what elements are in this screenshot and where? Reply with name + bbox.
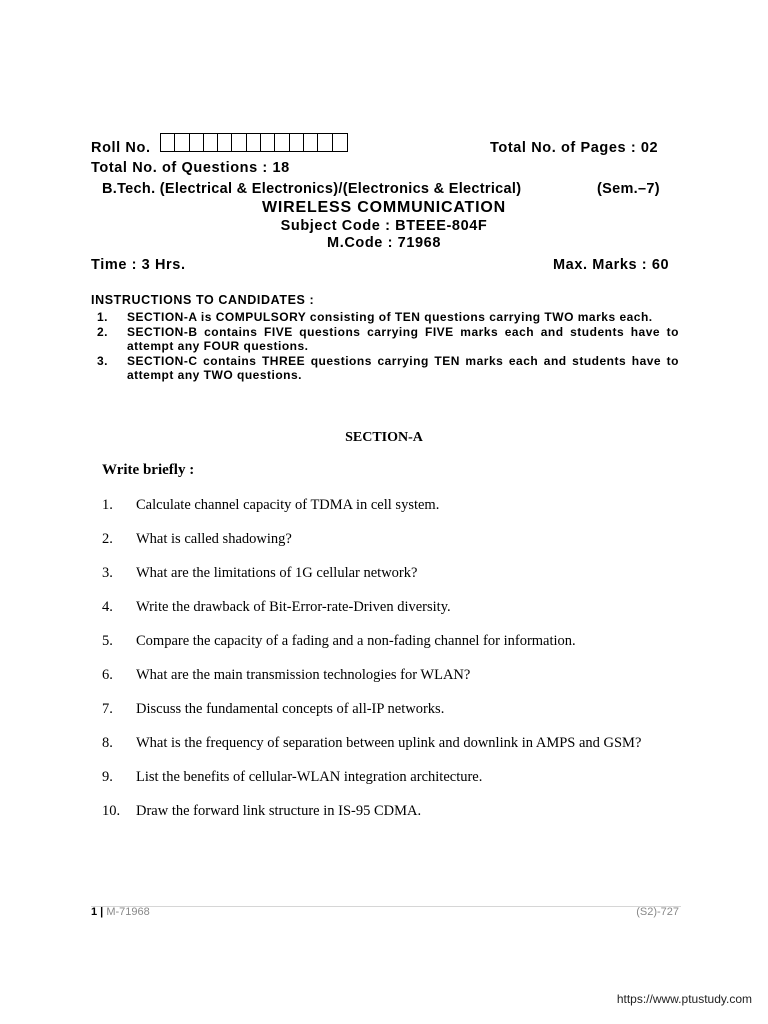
question-number: 1. bbox=[102, 497, 113, 513]
footer-page-number: 1 bbox=[91, 906, 98, 918]
question-number: 8. bbox=[102, 735, 113, 751]
question-item bbox=[102, 531, 702, 565]
roll-number-box[interactable] bbox=[247, 134, 261, 151]
question-text: Compare the capacity of a fading and a non-fading channel for information. bbox=[136, 633, 576, 649]
roll-number-boxes[interactable] bbox=[160, 133, 348, 152]
subject-code: Subject Code : BTEEE-804F bbox=[280, 218, 488, 234]
footer-paper-code: M-71968 bbox=[106, 906, 150, 918]
question-text: What are the main transmission technologies for WLAN? bbox=[136, 667, 471, 683]
roll-number-box[interactable] bbox=[204, 134, 218, 151]
question-text: What is called shadowing? bbox=[136, 531, 292, 547]
question-number: 2. bbox=[102, 531, 113, 547]
instruction-text: SECTION-A is COMPULSORY consisting of TEN questions carrying TWO marks each. bbox=[127, 310, 653, 324]
instruction-number: 2. bbox=[97, 324, 109, 339]
watermark-url: https://www.ptustudy.com bbox=[616, 992, 752, 1006]
instruction-item bbox=[91, 325, 679, 354]
question-item bbox=[102, 497, 702, 531]
footer-separator: | bbox=[97, 906, 107, 918]
instruction-number: 1. bbox=[97, 310, 109, 324]
question-number: 6. bbox=[102, 667, 113, 683]
question-number: 7. bbox=[102, 701, 113, 717]
m-code: M.Code : 71968 bbox=[327, 235, 441, 251]
course-name: B.Tech. (Electrical & Electronics)/(Electronics & Electrical) bbox=[102, 181, 522, 197]
max-marks: Max. Marks : 60 bbox=[553, 257, 670, 273]
question-item bbox=[102, 599, 702, 633]
instruction-text: SECTION-C contains THREE questions carrying TEN marks each and students have to attempt any TWO questions. bbox=[127, 353, 679, 382]
roll-number-box[interactable] bbox=[290, 134, 304, 151]
footer-right-code: (S2)-727 bbox=[636, 906, 679, 918]
roll-number-box[interactable] bbox=[304, 134, 318, 151]
question-number: 9. bbox=[102, 769, 113, 785]
question-number: 5. bbox=[102, 633, 113, 649]
total-questions: Total No. of Questions : 18 bbox=[91, 160, 290, 176]
question-text: List the benefits of cellular-WLAN integration architecture. bbox=[136, 769, 483, 785]
roll-number-box[interactable] bbox=[161, 134, 175, 151]
question-item bbox=[102, 769, 702, 803]
question-number: 3. bbox=[102, 565, 113, 581]
instructions-heading: INSTRUCTIONS TO CANDIDATES : bbox=[91, 293, 315, 307]
section-prompt: Write briefly : bbox=[102, 462, 195, 478]
roll-number-label: Roll No. bbox=[91, 140, 151, 156]
question-text: What are the limitations of 1G cellular network? bbox=[136, 565, 418, 581]
instruction-item bbox=[91, 310, 679, 325]
time-allowed: Time : 3 Hrs. bbox=[91, 257, 186, 273]
question-item bbox=[102, 667, 702, 701]
roll-number-box[interactable] bbox=[261, 134, 275, 151]
question-text: Draw the forward link structure in IS-95 CDMA. bbox=[136, 803, 422, 819]
total-pages: Total No. of Pages : 02 bbox=[490, 140, 659, 156]
footer-left bbox=[91, 906, 150, 918]
question-item bbox=[102, 803, 702, 837]
question-number: 10. bbox=[102, 803, 121, 819]
question-text: Calculate channel capacity of TDMA in cell system. bbox=[136, 497, 440, 513]
footer-divider bbox=[91, 906, 681, 907]
instructions-list bbox=[91, 310, 679, 383]
roll-number-box[interactable] bbox=[318, 134, 332, 151]
instruction-item bbox=[91, 354, 679, 383]
roll-number-box[interactable] bbox=[333, 134, 347, 151]
question-item bbox=[102, 735, 702, 769]
question-list bbox=[102, 497, 702, 837]
roll-number-box[interactable] bbox=[175, 134, 189, 151]
subject-title: WIRELESS COMMUNICATION bbox=[262, 199, 506, 216]
question-item bbox=[102, 633, 702, 667]
instruction-text: SECTION-B contains FIVE questions carrying FIVE marks each and students have to attempt any FOUR questions. bbox=[127, 324, 679, 353]
question-text: What is the frequency of separation between uplink and downlink in AMPS and GSM? bbox=[136, 735, 642, 751]
roll-number-box[interactable] bbox=[190, 134, 204, 151]
question-text: Write the drawback of Bit-Error-rate-Driven diversity. bbox=[136, 599, 451, 615]
section-a-title: SECTION-A bbox=[345, 430, 423, 445]
semester: (Sem.–7) bbox=[597, 181, 660, 197]
question-text: Discuss the fundamental concepts of all-IP networks. bbox=[136, 701, 445, 717]
question-number: 4. bbox=[102, 599, 113, 615]
roll-number-box[interactable] bbox=[218, 134, 232, 151]
question-item bbox=[102, 565, 702, 599]
roll-number-box[interactable] bbox=[232, 134, 246, 151]
question-item bbox=[102, 701, 702, 735]
roll-number-box[interactable] bbox=[275, 134, 289, 151]
instruction-number: 3. bbox=[97, 353, 109, 368]
